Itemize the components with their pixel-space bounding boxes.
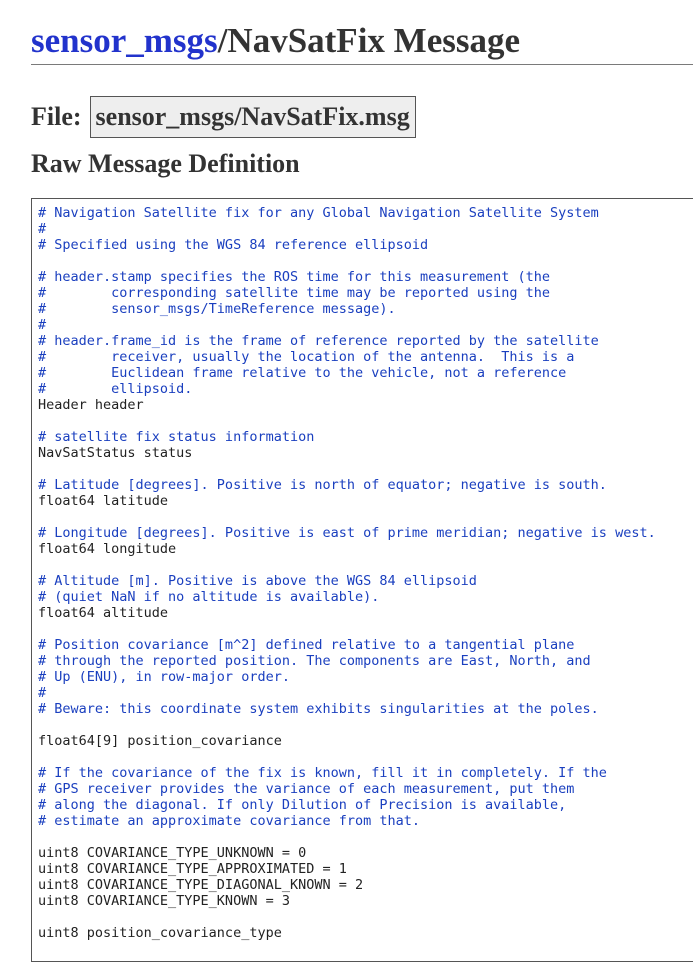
code-field-line: uint8 COVARIANCE_TYPE_DIAGONAL_KNOWN = 2	[38, 877, 364, 893]
code-comment-line: # estimate an approximate covariance from that.	[38, 813, 421, 829]
section-title: Raw Message Definition	[31, 149, 300, 178]
code-comment-line: # ellipsoid.	[38, 381, 193, 397]
code-field-line: uint8 position_covariance_type	[38, 925, 282, 941]
file-heading	[31, 96, 416, 138]
code-comment-line: # GPS receiver provides the variance of each measurement, put them	[38, 781, 575, 797]
code-blank-line	[38, 717, 656, 733]
code-comment-line: # Navigation Satellite fix for any Global Navigation Satellite System	[38, 205, 599, 221]
file-name-box: sensor_msgs/NavSatFix.msg	[90, 96, 416, 138]
code-field-line: float64 longitude	[38, 541, 177, 557]
code-comment-line: # satellite fix status information	[38, 429, 315, 445]
code-comment-line: # header.stamp specifies the ROS time for this measurement (the	[38, 269, 551, 285]
code-blank-line	[38, 461, 656, 477]
code-blank-line	[38, 253, 656, 269]
page-title-rest: /NavSatFix Message	[217, 21, 521, 60]
code-comment-line: # along the diagonal. If only Dilution of Precision is available,	[38, 797, 567, 813]
code-comment-line: # receiver, usually the location of the antenna. This is a	[38, 349, 575, 365]
code-blank-line	[38, 749, 656, 765]
code-blank-line	[38, 909, 656, 925]
file-label: File:	[31, 102, 82, 131]
code-comment-line: #	[38, 317, 47, 333]
code-comment-line: #	[38, 685, 47, 701]
package-link[interactable]: sensor_msgs	[31, 21, 218, 60]
code-field-line: uint8 COVARIANCE_TYPE_APPROXIMATED = 1	[38, 861, 347, 877]
code-field-line: Header header	[38, 397, 144, 413]
code-comment-line: # through the reported position. The components are East, North, and	[38, 653, 591, 669]
code-comment-line: # Position covariance [m^2] defined relative to a tangential plane	[38, 637, 575, 653]
code-field-line: float64 altitude	[38, 605, 169, 621]
code-blank-line	[38, 509, 656, 525]
code-block[interactable]	[31, 198, 693, 962]
code-comment-line: # If the covariance of the fix is known, fill it in completely. If the	[38, 765, 607, 781]
code-blank-line	[38, 829, 656, 845]
code-field-line: uint8 COVARIANCE_TYPE_UNKNOWN = 0	[38, 845, 307, 861]
code-blank-line	[38, 413, 656, 429]
message-definition	[38, 205, 656, 941]
code-blank-line	[38, 621, 656, 637]
code-comment-line: # sensor_msgs/TimeReference message).	[38, 301, 396, 317]
code-comment-line: # Latitude [degrees]. Positive is north of equator; negative is south.	[38, 477, 607, 493]
page-title	[31, 18, 693, 64]
code-blank-line	[38, 557, 656, 573]
code-comment-line: # Euclidean frame relative to the vehicle, not a reference	[38, 365, 567, 381]
code-field-line: float64[9] position_covariance	[38, 733, 282, 749]
code-comment-line: # Up (ENU), in row-major order.	[38, 669, 290, 685]
code-comment-line: # Specified using the WGS 84 reference ellipsoid	[38, 237, 429, 253]
code-comment-line: #	[38, 221, 47, 237]
page-title-container	[31, 18, 693, 65]
code-comment-line: # (quiet NaN if no altitude is available).	[38, 589, 380, 605]
code-field-line: float64 latitude	[38, 493, 169, 509]
code-field-line: uint8 COVARIANCE_TYPE_KNOWN = 3	[38, 893, 290, 909]
code-comment-line: # corresponding satellite time may be reported using the	[38, 285, 551, 301]
code-comment-line: # Longitude [degrees]. Positive is east of prime meridian; negative is west.	[38, 525, 656, 541]
code-comment-line: # Beware: this coordinate system exhibits singularities at the poles.	[38, 701, 599, 717]
code-comment-line: # Altitude [m]. Positive is above the WGS 84 ellipsoid	[38, 573, 477, 589]
code-comment-line: # header.frame_id is the frame of reference reported by the satellite	[38, 333, 599, 349]
code-field-line: NavSatStatus status	[38, 445, 193, 461]
